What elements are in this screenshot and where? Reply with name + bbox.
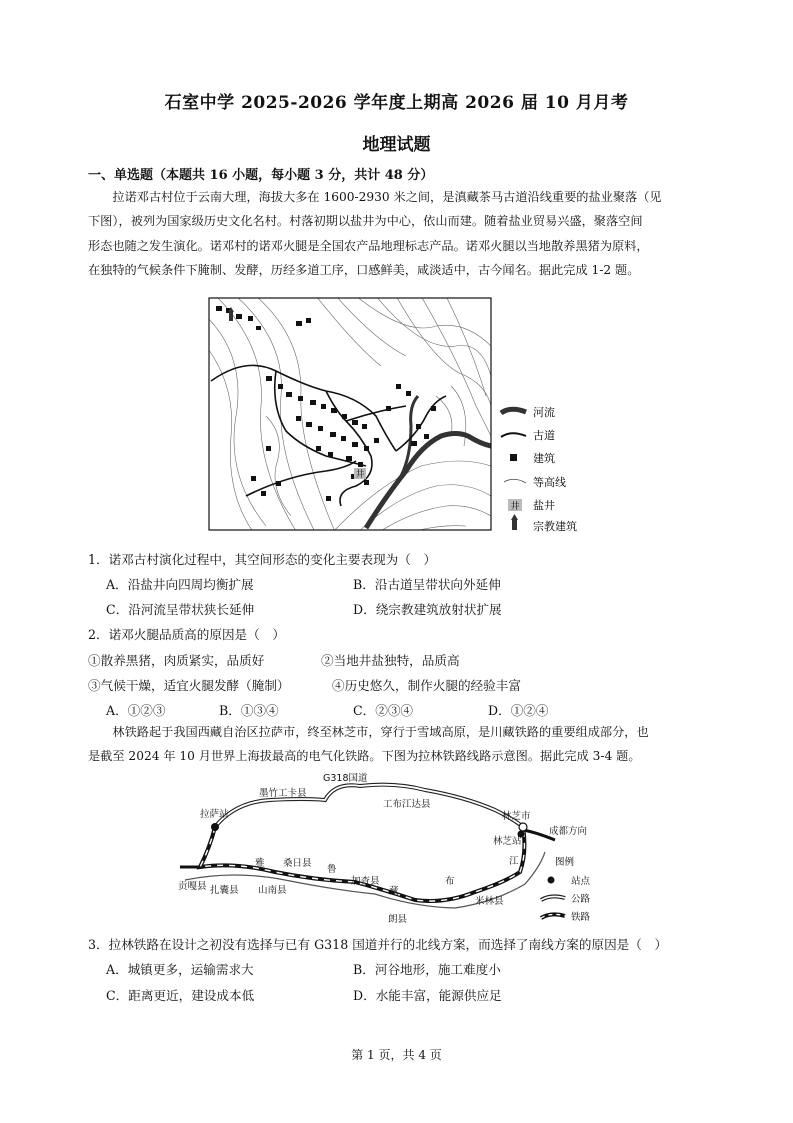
question-1-stem: 1．诺邓古村演化过程中，其空间形态的变化主要表现为（ ）: [88, 552, 437, 567]
passage-2-line: 林铁路起于我国西藏自治区拉萨市，终至林芝市，穿行于雪域高原，是川藏铁路的重要组成部分，也: [112, 725, 649, 739]
q3-option-a[interactable]: A．城镇更多，运输需求大: [106, 962, 254, 977]
passage-1-line: 在独特的气候条件下腌制、发酵，历经多道工序，口感鲜美，咸淡适中，古今闻名。据此完成 1-2 题。: [88, 262, 640, 277]
exam-title: 石室中学 2025-2026 学年度上期高 2026 届 10 月月考: [164, 93, 629, 113]
q3-option-c[interactable]: C．距离更近，建设成本低: [106, 988, 255, 1003]
q1-option-c[interactable]: C．沿河流呈带状狭长延伸: [106, 602, 255, 617]
highway-icon: [541, 896, 565, 900]
legend-label: 盐井: [533, 499, 555, 512]
legend-label: 公路: [571, 894, 591, 905]
legend-label: 铁路: [571, 912, 591, 923]
q1-option-a[interactable]: A．沿盐井向四周均衡扩展: [106, 577, 254, 592]
station-icon: [548, 877, 555, 884]
label-g318: G318国道: [323, 773, 368, 784]
map1-legend: [501, 405, 577, 533]
exam-subtitle: 地理试题: [362, 135, 431, 155]
q1-option-d[interactable]: D．绕宗教建筑放射状扩展: [353, 602, 502, 617]
railway-line: [200, 827, 524, 901]
label-linzhi-station: 林芝站: [493, 836, 522, 847]
map2-legend: [541, 856, 591, 923]
ancient-road-icon: [501, 433, 526, 437]
legend-label: 宗教建筑: [533, 520, 577, 533]
label-shannan: 山南县: [258, 885, 287, 896]
passage-1-line: 下图），被列为国家级历史文化名村。村落初期以盐井为中心，依山而建。随着盐业贸易兴盛，聚落空间: [88, 214, 643, 229]
station-linzhi-city: [519, 823, 527, 831]
passage-2: [88, 720, 708, 769]
passage-2-line: 是截至 2024 年 10 月世界上海拔最高的电气化铁路。下图为拉林铁路线路示意图。据此完成 3-4 题。: [88, 749, 641, 764]
legend-label: 站点: [571, 876, 591, 887]
q1-option-b[interactable]: B．沿古道呈带状向外延伸: [353, 577, 501, 592]
page-number: 第 1 页，共 4 页: [351, 1048, 442, 1062]
legend-label: 河流: [533, 406, 555, 419]
label-milin: 米林县: [475, 896, 504, 907]
salt-well-mark: 井: [355, 470, 365, 480]
question-3-stem: 3．拉林铁路在设计之初没有选择与已有 G318 国道并行的北线方案，而选择了南线方案的原因是（ ）: [88, 937, 668, 952]
lalin-railway-map: [175, 772, 630, 932]
river-char: 布: [445, 876, 455, 887]
legend-label: 古道: [533, 429, 555, 442]
river-char: 鲁: [327, 864, 337, 875]
building-icon: [510, 454, 517, 461]
legend-title: 图例: [555, 857, 575, 868]
legend-symbol: 井: [510, 502, 520, 512]
q3-option-d[interactable]: D．水能丰富，能源供应足: [353, 988, 502, 1003]
label-linzhi-city: 林芝市: [502, 811, 531, 822]
map-frame: [209, 298, 491, 530]
label-lang: 朗县: [388, 914, 408, 925]
religious-building-icon: [511, 514, 518, 530]
question-2-stem: 2．诺邓火腿品质高的原因是（ ）: [88, 627, 285, 642]
railway-icon: [541, 914, 565, 918]
nuodeng-village-map: [206, 296, 596, 534]
river: [366, 434, 491, 529]
label-sangri: 桑日县: [283, 858, 312, 869]
label-chengdu: 成都方向: [549, 826, 588, 837]
q2-option-c[interactable]: C．②③④: [353, 703, 414, 718]
contour-icon: [504, 479, 526, 483]
label-gongbu: 工布江达县: [383, 799, 431, 810]
river-icon: [501, 409, 526, 413]
label-gongga: 贡嘎县: [178, 881, 207, 892]
q2-item-3: ③气候干燥，适宜火腿发酵（腌制）: [88, 678, 290, 693]
legend-label: 等高线: [533, 476, 566, 489]
contour-lines: [206, 296, 491, 534]
label-zhanang: 扎囊县: [210, 885, 239, 896]
q2-option-b[interactable]: B．①③④: [219, 703, 279, 718]
station-lasa: [211, 823, 219, 831]
label-jiacha: 加查县: [351, 876, 380, 887]
label-mozhu: 墨竹工卡县: [259, 788, 307, 799]
q2-item-4: ④历史悠久，制作火腿的经验丰富: [332, 678, 521, 693]
section-heading: 一、单选题（本题共 16 小题，每小题 3 分，共计 48 分）: [88, 168, 434, 183]
river-char: 藏: [389, 886, 399, 897]
passage-1-line: 形态也随之发生演化。诺邓村的诺邓火腿是全国农产品地理标志产品。诺邓火腿以当地散养黑猪为原料，: [88, 238, 649, 253]
river-char: 江: [509, 856, 519, 867]
q2-item-2: ②当地井盐独特，品质高: [321, 653, 460, 668]
legend-label: 建筑: [533, 452, 555, 465]
passage-1: [88, 185, 708, 282]
label-lasa-station: 拉萨站: [200, 809, 229, 820]
passage-1-line: 拉诺邓古村位于云南大理，海拔大多在 1600-2930 米之间，是滇藏茶马古道沿线重要的盐业聚落（见: [112, 190, 662, 204]
q2-option-d[interactable]: D．①②④: [488, 703, 549, 718]
q2-item-1: ①散养黑猪，肉质紧实，品质好: [88, 653, 265, 668]
q3-option-b[interactable]: B．河谷地形，施工难度小: [353, 962, 501, 977]
q2-option-a[interactable]: A．①②③: [106, 703, 166, 718]
river-char: 雅: [255, 858, 265, 869]
